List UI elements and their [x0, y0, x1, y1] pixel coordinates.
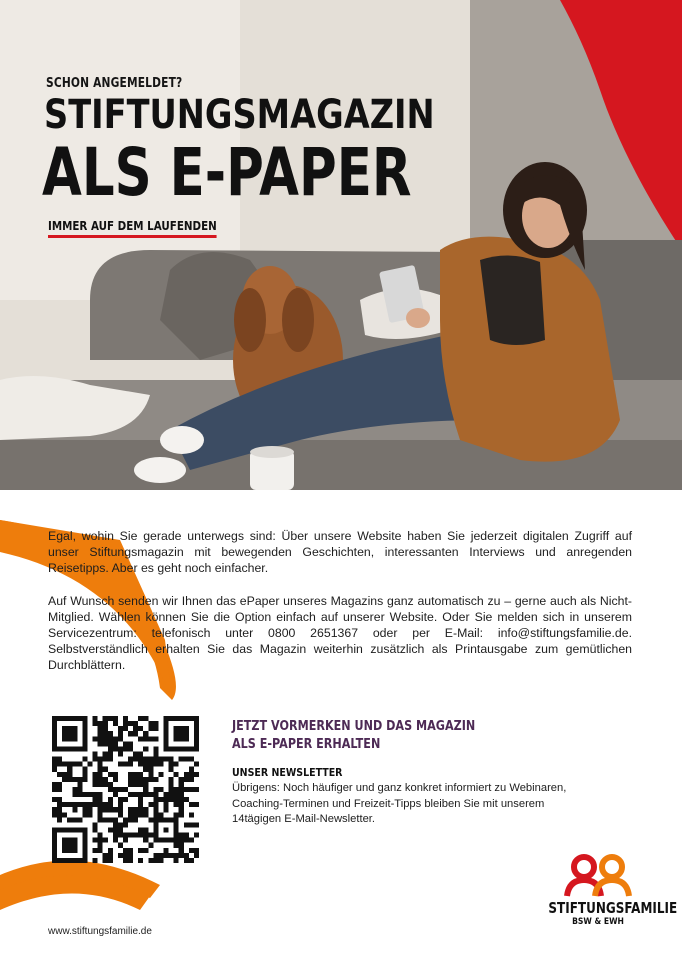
page-title-line1: STIFTUNGSMAGAZIN: [44, 92, 435, 138]
stiftungsfamilie-logo: [536, 852, 678, 927]
hero-subline: IMMER AUF DEM LAUFENDEN: [48, 219, 217, 238]
hero-kicker: SCHON ANGEMELDET?: [46, 76, 183, 91]
page-title-line2: ALS E-PAPER: [42, 134, 412, 211]
cta-section: [232, 718, 602, 828]
logo-name: STIFTUNGSFAMILIE: [548, 899, 678, 917]
paragraph-details: Auf Wunsch senden wir Ihnen das ePaper unseres Magazins ganz automatisch zu – gerne auch als Nicht-Mitglied. Wählen können Sie die Option einfach auf unserer Website. Oder Sie melden sich in unserem Servicezentrum: telefonisch unter 0800 2651367 oder per E-Mail: info@stiftungsfamilie.de. Selbstverständlich erhalten Sie das Magazin weiterhin zusätzlich als Printausgabe zum gemütlichen Durchblättern.: [48, 593, 632, 673]
intro-text: [48, 528, 632, 690]
people-logo-icon: [563, 852, 633, 898]
logo-subtitle: BSW & EWH: [572, 917, 624, 927]
paragraph-intro: Egal, wohin Sie gerade unterwegs sind: Über unsere Website haben Sie jederzeit digitalen Zugriff auf unser Stiftungsmagazin mit bewegenden Geschichten, interessanten Interviews und anregenden Reisetipps. Aber es geht noch einfacher.: [48, 529, 632, 576]
website-link[interactable]: www.stiftungsfamilie.de: [48, 926, 152, 937]
newsletter-heading: UNSER NEWSLETTER: [232, 766, 343, 779]
cta-heading-line1: JETZT VORMERKEN UND DAS MAGAZIN: [232, 719, 476, 734]
qr-code[interactable]: [52, 716, 199, 863]
newsletter-text: Übrigens: Noch häufiger und ganz konkret informiert zu Webinaren, Coaching-Terminen und Freizeit-Tipps bleiben Sie mit unserem 14tägigen E-Mail-Newsletter.: [232, 782, 567, 825]
cta-heading-line2: ALS E-PAPER ERHALTEN: [232, 737, 381, 752]
